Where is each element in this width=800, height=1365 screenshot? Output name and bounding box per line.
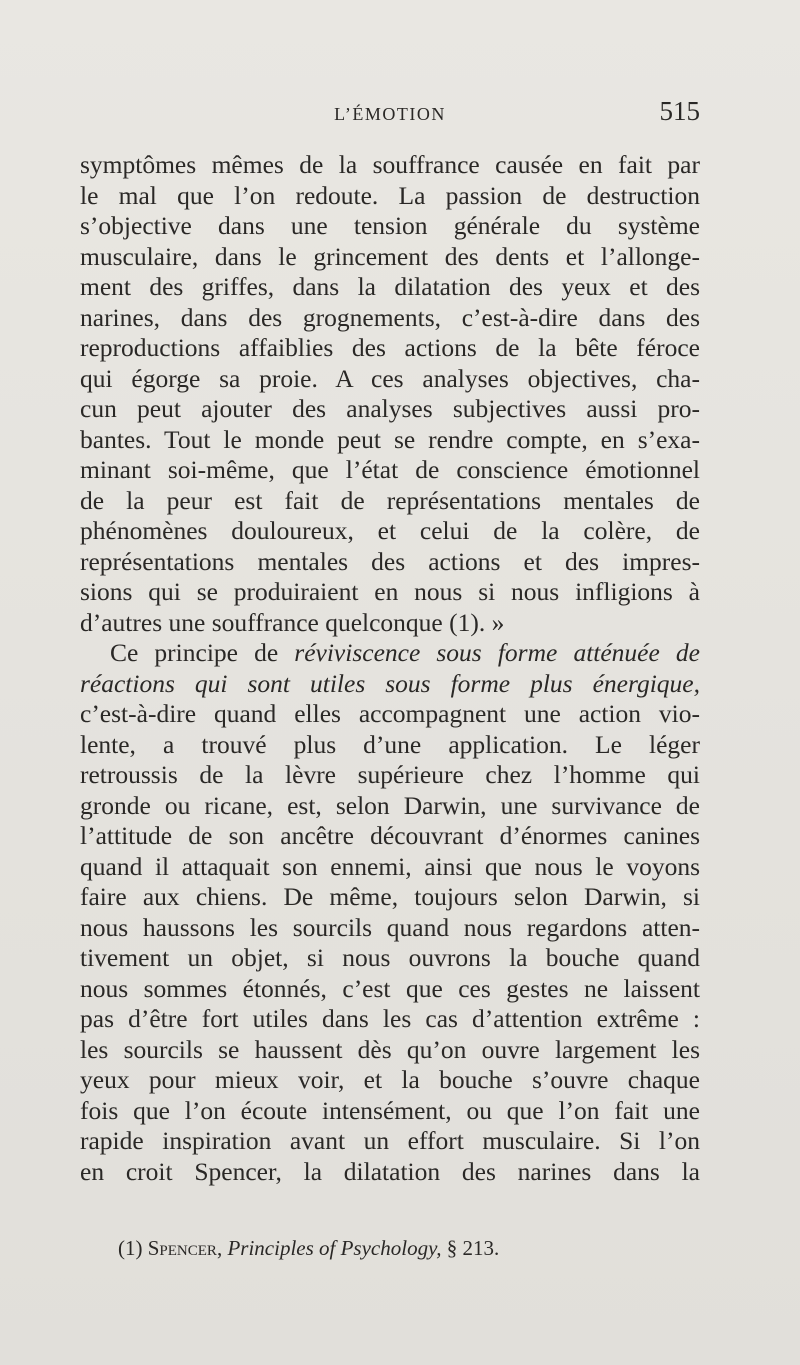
text-line: qui égorge sa proie. A ces analyses objectives, cha- <box>80 363 700 393</box>
text-line: retroussis de la lèvre supérieure chez l’homme qui <box>80 760 700 789</box>
footnote-section: § 213. <box>446 1236 500 1260</box>
text-line: le mal que l’on redoute. La passion de destruction <box>80 180 700 210</box>
footnote <box>118 1236 499 1261</box>
footnote-marker: (1) <box>118 1236 143 1260</box>
page-number: 515 <box>659 96 700 126</box>
text-line: yeux pour mieux voir, et la bouche s’ouvre chaque <box>80 1065 700 1094</box>
text-line: tivement un objet, si nous ouvrons la bouche quand <box>80 943 700 972</box>
text-line: minant soi-même, que l’état de conscience émotionnel <box>80 455 700 484</box>
paragraph-opening-line <box>80 638 700 669</box>
text-line: sions qui se produiraient en nous si nous infligions à <box>80 577 700 606</box>
running-title: L’ÉMOTION <box>334 104 446 124</box>
text-line: phénomènes douloureux, et celui de la colère, de <box>80 516 700 545</box>
footnote-author: Spencer, <box>147 1236 223 1260</box>
text-line: s’objective dans une tension générale du système <box>80 211 700 240</box>
emphasized-phrase: réviviscence sous forme atténuée de <box>294 638 700 667</box>
emphasized-line <box>80 669 700 700</box>
text-line: nous haussons les sourcils quand nous regardons atten- <box>80 912 700 942</box>
text-line: de la peur est fait de représentations mentales de <box>80 485 700 515</box>
text-line: faire aux chiens. De même, toujours selon Darwin, si <box>80 882 700 911</box>
text-line: musculaire, dans le grincement des dents et l’allonge- <box>80 241 700 271</box>
text-line: gronde ou ricane, est, selon Darwin, une survivance de <box>80 790 700 820</box>
text-line: quand il attaquait son ennemi, ainsi que nous le voyons <box>80 851 700 881</box>
text-line: cun peut ajouter des analyses subjectives aussi pro- <box>80 394 700 423</box>
text-line: pas d’être fort utiles dans les cas d’attention extrême : <box>80 1004 700 1033</box>
text-line: nous sommes étonnés, c’est que ces gestes ne laissent <box>80 973 700 1003</box>
text-line: fois que l’on écoute intensément, ou que l’on fait une <box>80 1095 700 1125</box>
emphasized-phrase: réactions qui sont utiles sous forme plus énergique, <box>80 668 700 698</box>
text-line: narines, dans des grognements, c’est-à-dire dans des <box>80 302 700 332</box>
text-line: c’est-à-dire quand elles accompagnent une action vio- <box>80 699 700 728</box>
text-line: représentations mentales des actions et des impres- <box>80 546 700 576</box>
text-line: bantes. Tout le monde peut se rendre compte, en s’exa- <box>80 424 700 454</box>
text-line: d’autres une souffrance quelconque (1). » <box>80 607 505 637</box>
text-line: symptômes mêmes de la souffrance causée en fait par <box>80 150 700 179</box>
text-line: rapide inspiration avant un effort musculaire. Si l’on <box>80 1126 700 1155</box>
running-head <box>80 96 700 136</box>
text-line: ment des griffes, dans la dilatation des yeux et des <box>80 272 700 301</box>
footnote-title: Principles of Psychology, <box>227 1236 442 1260</box>
paragraph-intro: Ce principe de <box>110 638 295 667</box>
text-line: reproductions affaiblies des actions de la bête féroce <box>80 333 700 362</box>
text-line: les sourcils se haussent dès qu’on ouvre largement les <box>80 1034 700 1064</box>
text-line: lente, a trouvé plus d’une application. Le léger <box>80 729 700 759</box>
text-line: en croit Spencer, la dilatation des narines dans la <box>80 1156 700 1186</box>
body-text <box>80 150 700 1187</box>
text-line: l’attitude de son ancêtre découvrant d’énormes canines <box>80 821 700 850</box>
